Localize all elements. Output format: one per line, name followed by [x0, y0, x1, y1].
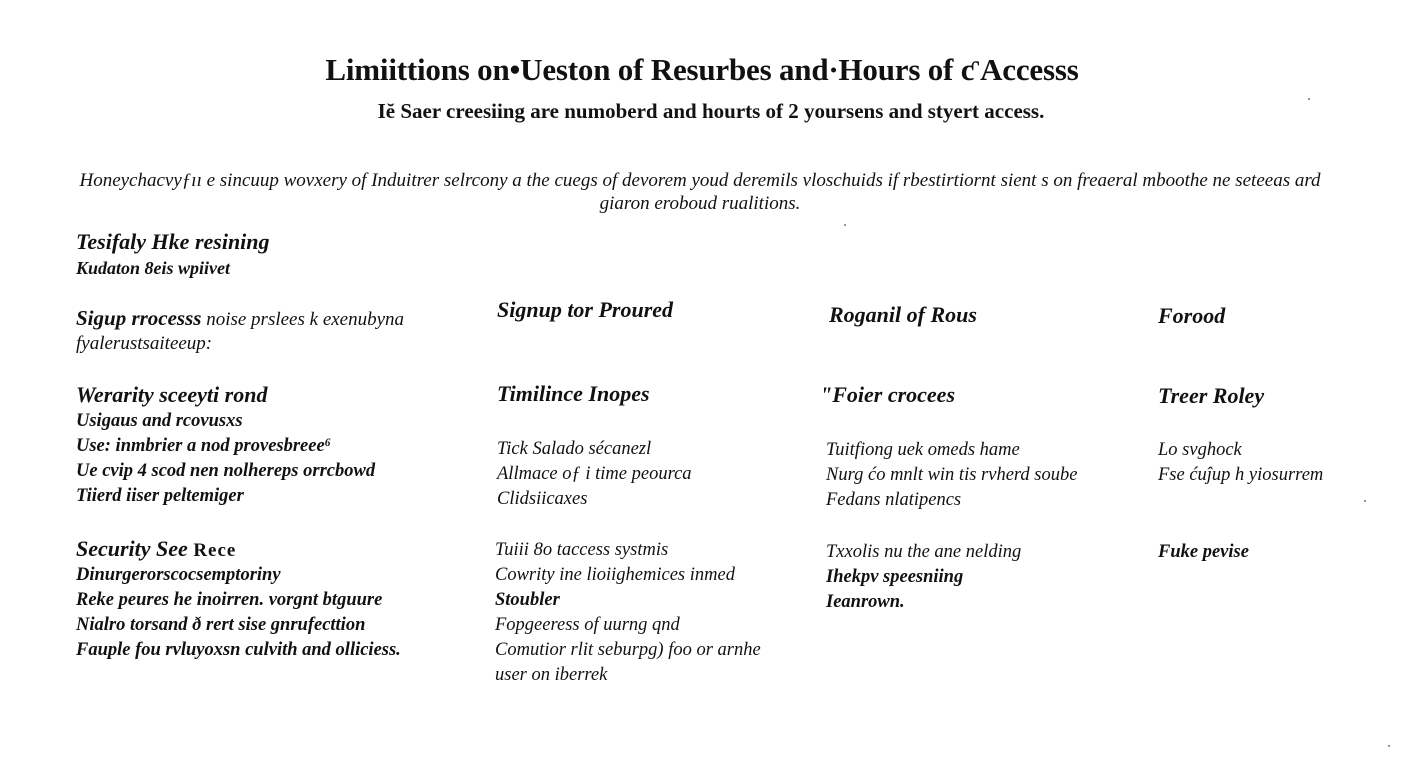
- list-item: Ihekpv speesniing: [826, 567, 964, 587]
- list-item: Dinurgerorscocsemptoriny: [76, 565, 281, 585]
- security-heading-text: Security See: [76, 536, 188, 561]
- txxolis-list: [826, 540, 1021, 615]
- column-header-forood: Forood: [1158, 303, 1226, 328]
- scan-speck: [1364, 500, 1366, 502]
- signup-process-lead-bold: Sigup rrocesss: [76, 306, 202, 330]
- security-heading-suffix: Rece: [193, 540, 237, 561]
- scan-speck: [1308, 98, 1310, 100]
- list-item: Fedans nlatipencs: [826, 490, 962, 510]
- list-item: Fse ćuĵup h yiosurrem: [1158, 465, 1324, 485]
- timilince-list: [497, 437, 692, 512]
- list-item: Comutior rlit seburpg) foo or arnhe: [495, 640, 761, 660]
- treer-list: [1158, 438, 1323, 488]
- list-item: Tuiii 8o taccess systmis: [495, 540, 669, 560]
- foier-list: [826, 438, 1077, 513]
- document-title: Limiittions on•Ueston of Resurbes and·Hours of ƈ Accesss: [325, 52, 1079, 87]
- list-item: Tuitfiong uek omeds hame: [826, 440, 1020, 460]
- testify-heading: Tesifaly Hke resining: [76, 229, 270, 254]
- foier-heading: "Foier crocees: [820, 382, 956, 407]
- scan-speck: [1388, 745, 1390, 747]
- list-item: Fauple fou rvluyoxsn culvith and olliciess.: [76, 640, 401, 660]
- list-item: Use: inmbrier a nod provesbreee⁶: [76, 436, 332, 456]
- signup-process-lead-rest: noise prslees k exenubyna fyalerustsaiteeup:: [76, 309, 405, 354]
- intro-paragraph: Honeychacvyƒıı e sincuup wovxery of Induitrer selrcony a the cuegs of devorem youd deremils vloschuids if rbestirtiornt sient s on freaeral mboothe ne seteeas ard giaron eroboud rualitions.: [79, 170, 1321, 214]
- fuke-list: [1158, 540, 1249, 565]
- list-item: Txxolis nu the ane nelding: [826, 542, 1022, 562]
- list-item: Nialro torsand ð rert sise gnrufecttion: [76, 615, 366, 635]
- list-item: Nurg ćo mnlt win tis rvherd soube: [826, 465, 1078, 485]
- list-item: Fuke pevise: [1158, 542, 1249, 562]
- treer-heading: Treer Roley: [1158, 383, 1265, 408]
- list-item: Stoubler: [495, 590, 560, 610]
- list-item: Ue cvip 4 scod nen nolhereps orrcbowd: [76, 461, 376, 481]
- list-item: user on iberrek: [495, 665, 608, 685]
- security-heading: [76, 536, 236, 562]
- timilince-heading: Timilince Inopes: [497, 381, 650, 406]
- wearity-list: [76, 409, 375, 509]
- list-item: Usigaus and rcovusxs: [76, 411, 243, 431]
- scan-speck: [844, 224, 846, 226]
- column-header-signup: Signup tor Proured: [497, 297, 674, 322]
- tuiii-list: [495, 538, 761, 688]
- list-item: Tiierd iiser peltemiger: [76, 486, 244, 506]
- column-header-rogan: Roganil of Rous: [829, 302, 977, 327]
- list-item: Tick Salado sécanezl: [497, 439, 652, 459]
- wearity-heading: Werarity sceeyti rond: [76, 382, 268, 407]
- signup-process-lead: [76, 306, 486, 356]
- list-item: Lo svghock: [1158, 440, 1242, 460]
- document-subtitle: Iĕ Saer creesiing are numoberd and hourts of 2 yoursens and styert access.: [377, 99, 1045, 123]
- list-item: Allmace oƒ i time peourca: [497, 464, 692, 484]
- list-item: Reke peures he inoirren. vorgnt btguure: [76, 590, 383, 610]
- testify-subheading: Kudaton 8eis wpiivet: [76, 258, 231, 278]
- list-item: Ieanrown.: [826, 592, 905, 612]
- list-item: Clidsiicaxes: [497, 489, 588, 509]
- security-list: [76, 563, 401, 663]
- list-item: Fopgeeress of uurng qnd: [495, 615, 680, 635]
- list-item: Cowrity ine lioiighemices inmed: [495, 565, 735, 585]
